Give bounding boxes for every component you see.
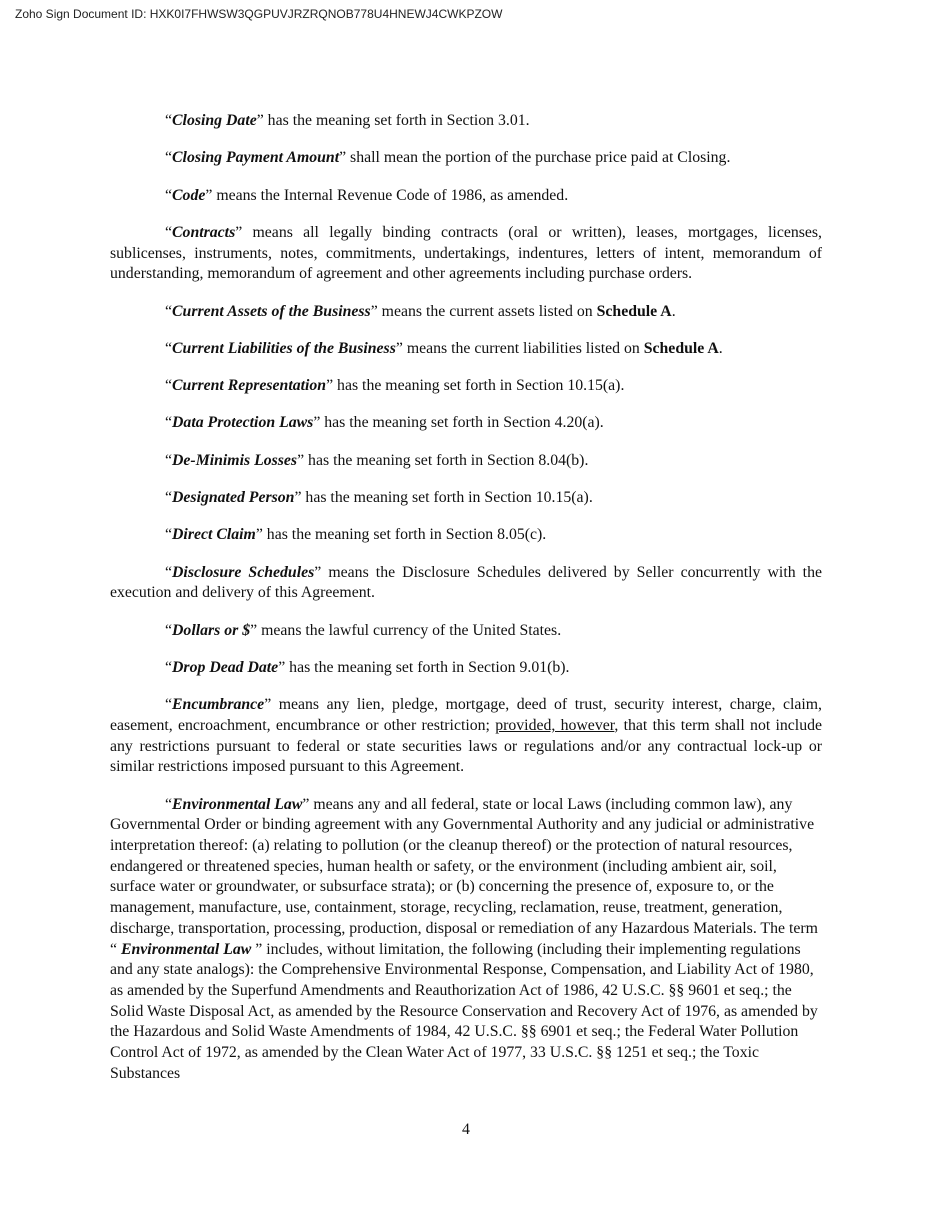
inline-defined-term: Environmental Law (120, 940, 252, 958)
definition-data-protection-laws: “Data Protection Laws” has the meaning set forth in Section 4.20(a). (165, 414, 604, 432)
defined-term: De-Minimis Losses (172, 451, 298, 469)
definition-dollars: “Dollars or $” means the lawful currency of the United States. (165, 621, 562, 639)
definition-tail: . (718, 339, 723, 357)
defined-term: Designated Person (172, 489, 295, 507)
definition-tail: ” includes, without limitation, the following (including their implementing regulations and any state analogs): the Comprehensive Environmental Response, Compensation, and Liability Act of 1980, as amended by the Superfund Amendments and Reauthorization Act of 1986, 42 U.S.C. §§ 9601 et seq.; the Solid Waste Disposal Act, as amended by the Resource Conservation and Recovery Act of 1976, as amended by the Hazardous and Solid Waste Amendments of 1984, 42 U.S.C. §§ 6901 et seq.; the Federal Water Pollution Control Act of 1972, as amended by the Clean Water Act of 1977, 33 U.S.C. §§ 1251 et seq.; the Toxic Substances (110, 940, 818, 1082)
definition-text: has the meaning set forth in Section 8.05(c). (262, 526, 547, 544)
definition-text: has the meaning set forth in Section 8.04(b). (304, 451, 589, 469)
definition-environmental-law: “Environmental Law” means any and all federal, state or local Laws (including common law), any Governmental Order or binding agreement with any Governmental Authority and any judicial or administrative interpretation thereof: (a) relating to pollution (or the cleanup thereof) or the protection of natural resources, endangered or threatened species, human health or safety, or the environment (including ambient air, soil, surface water or groundwater, or subsurface strata); or (b) concerning the presence of, exposure to, or the management, manufacture, use, containment, storage, recycling, reclamation, reuse, treatment, generation, discharge, transportation, processing, production, disposal or remediation of any Hazardous Materials. The term “ Environmental Law ” includes, without limitation, the following (including their implementing regulations and any state analogs): the Comprehensive Environmental Response, Compensation, and Liability Act of 1980, as amended by the Superfund Amendments and Reauthorization Act of 1986, 42 U.S.C. §§ 9601 et seq.; the Solid Waste Disposal Act, as amended by the Resource Conservation and Recovery Act of 1976, as amended by the Hazardous and Solid Waste Amendments of 1984, 42 U.S.C. §§ 6901 et seq.; the Federal Water Pollution Control Act of 1972, as amended by the Clean Water Act of 1977, 33 U.S.C. §§ 1251 et seq.; the Toxic Substances (110, 795, 818, 1082)
definitions-section (110, 111, 822, 1101)
definition-text: means the Internal Revenue Code of 1986, as amended. (212, 186, 569, 204)
defined-term: Dollars or $ (172, 621, 251, 639)
definition-text: has the meaning set forth in Section 4.20(a). (320, 414, 604, 432)
defined-term: Drop Dead Date (172, 658, 279, 676)
definition-text: has the meaning set forth in Section 10.15(a). (333, 377, 625, 395)
definition-tail: , that this term shall not include any restrictions pursuant to federal or state securities laws or regulations and/or any contractual lock-up or similar restrictions imposed pursuant to this Agreement. (110, 716, 823, 776)
definition-designated-person: “Designated Person” has the meaning set forth in Section 10.15(a). (165, 489, 593, 507)
definition-text: means any lien, pledge, mortgage, deed of trust, security interest, charge, claim, easement, encroachment, encumbrance or other restriction; (110, 696, 822, 734)
definition-closing-payment-amount: “Closing Payment Amount” shall mean the portion of the purchase price paid at Closing. (165, 149, 731, 167)
definition-text: has the meaning set forth in Section 3.01. (263, 112, 530, 129)
document-id-header: Zoho Sign Document ID: HXK0I7FHWSW3QGPUVJRZRQNOB778U4HNEWJ4CWKPZOW (15, 7, 503, 21)
definition-direct-claim: “Direct Claim” has the meaning set forth in Section 8.05(c). (165, 526, 547, 544)
definition-text: has the meaning set forth in Section 10.15(a). (301, 489, 593, 507)
schedule-reference: Schedule A (643, 339, 719, 357)
defined-term: Encumbrance (172, 696, 265, 714)
defined-term: Direct Claim (172, 526, 256, 544)
definition-current-representation: “Current Representation” has the meaning set forth in Section 10.15(a). (165, 377, 625, 395)
defined-term: Contracts (172, 223, 236, 241)
definition-contracts: “Contracts” means all legally binding contracts (oral or written), leases, mortgages, licenses, sublicenses, instruments, notes, commitments, undertakings, indentures, letters of intent, memorandum of understanding, memorandum of agreement and other agreements including purchase orders. (110, 223, 822, 283)
defined-term: Data Protection Laws (172, 414, 314, 432)
defined-term: Environmental Law (172, 795, 303, 813)
definition-encumbrance: “Encumbrance” means any lien, pledge, mortgage, deed of trust, security interest, charge, claim, easement, encroachment, encumbrance or other restriction; provided, however, that this term shall not include any restrictions pursuant to federal or state securities laws or regulations and/or any contractual lock-up or similar restrictions imposed pursuant to this Agreement. (110, 696, 823, 776)
definition-de-minimis-losses: “De-Minimis Losses” has the meaning set forth in Section 8.04(b). (165, 451, 589, 469)
defined-term: Current Representation (172, 377, 327, 395)
definition-code: “Code” means the Internal Revenue Code of 1986, as amended. (165, 186, 569, 204)
defined-term: Closing Date (172, 112, 257, 129)
definition-text: means the current liabilities listed on (402, 339, 644, 357)
schedule-reference: Schedule A (596, 302, 672, 320)
definition-closing-date: “Closing Date” has the meaning set forth in Section 3.01. (165, 112, 530, 129)
definition-text: means the Disclosure Schedules delivered by Seller concurrently with the execution and delivery of this Agreement. (110, 563, 822, 602)
defined-term: Disclosure Schedules (172, 563, 315, 581)
definition-text: has the meaning set forth in Section 9.01(b). (285, 658, 570, 676)
definition-text: means any and all federal, state or local Laws (including common law), any Governmental Order or binding agreement with any Governmental Authority and any judicial or administrative interpretation thereof: (a) relating to pollution (or the cleanup thereof) or the protection of natural resources, endangered or threatened species, human health or safety, or the environment (including ambient air, soil, surface water or groundwater, or subsurface strata); or (b) concerning the presence of, exposure to, or the management, manufacture, use, containment, storage, recycling, reclamation, reuse, treatment, generation, discharge, transportation, processing, production, disposal or remediation of any Hazardous Materials. The term “ (110, 795, 818, 958)
definition-drop-dead-date: “Drop Dead Date” has the meaning set forth in Section 9.01(b). (165, 658, 570, 676)
definition-text: means the current assets listed on (377, 302, 597, 320)
definition-text: shall mean the portion of the purchase price paid at Closing. (346, 149, 731, 167)
defined-term: Code (172, 186, 206, 204)
proviso-underlined: provided, however (495, 716, 615, 734)
defined-term: Closing Payment Amount (172, 149, 340, 167)
definition-text: means all legally binding contracts (oral or written), leases, mortgages, licenses, sublicenses, instruments, notes, commitments, undertakings, indentures, letters of intent, memorandum of understanding, memorandum of agreement and other agreements including purchase orders. (110, 223, 822, 283)
definition-current-liabilities: “Current Liabilities of the Business” means the current liabilities listed on Schedule A. (165, 339, 723, 357)
definition-text: means the lawful currency of the United States. (257, 621, 562, 639)
page-number: 4 (462, 1121, 470, 1138)
defined-term: Current Assets of the Business (172, 302, 371, 320)
definition-tail: . (671, 302, 676, 320)
definition-disclosure-schedules: “Disclosure Schedules” means the Disclosure Schedules delivered by Seller concurrently with the execution and delivery of this Agreement. (110, 563, 822, 602)
defined-term: Current Liabilities of the Business (172, 339, 396, 357)
definition-current-assets: “Current Assets of the Business” means the current assets listed on Schedule A. (165, 302, 676, 320)
